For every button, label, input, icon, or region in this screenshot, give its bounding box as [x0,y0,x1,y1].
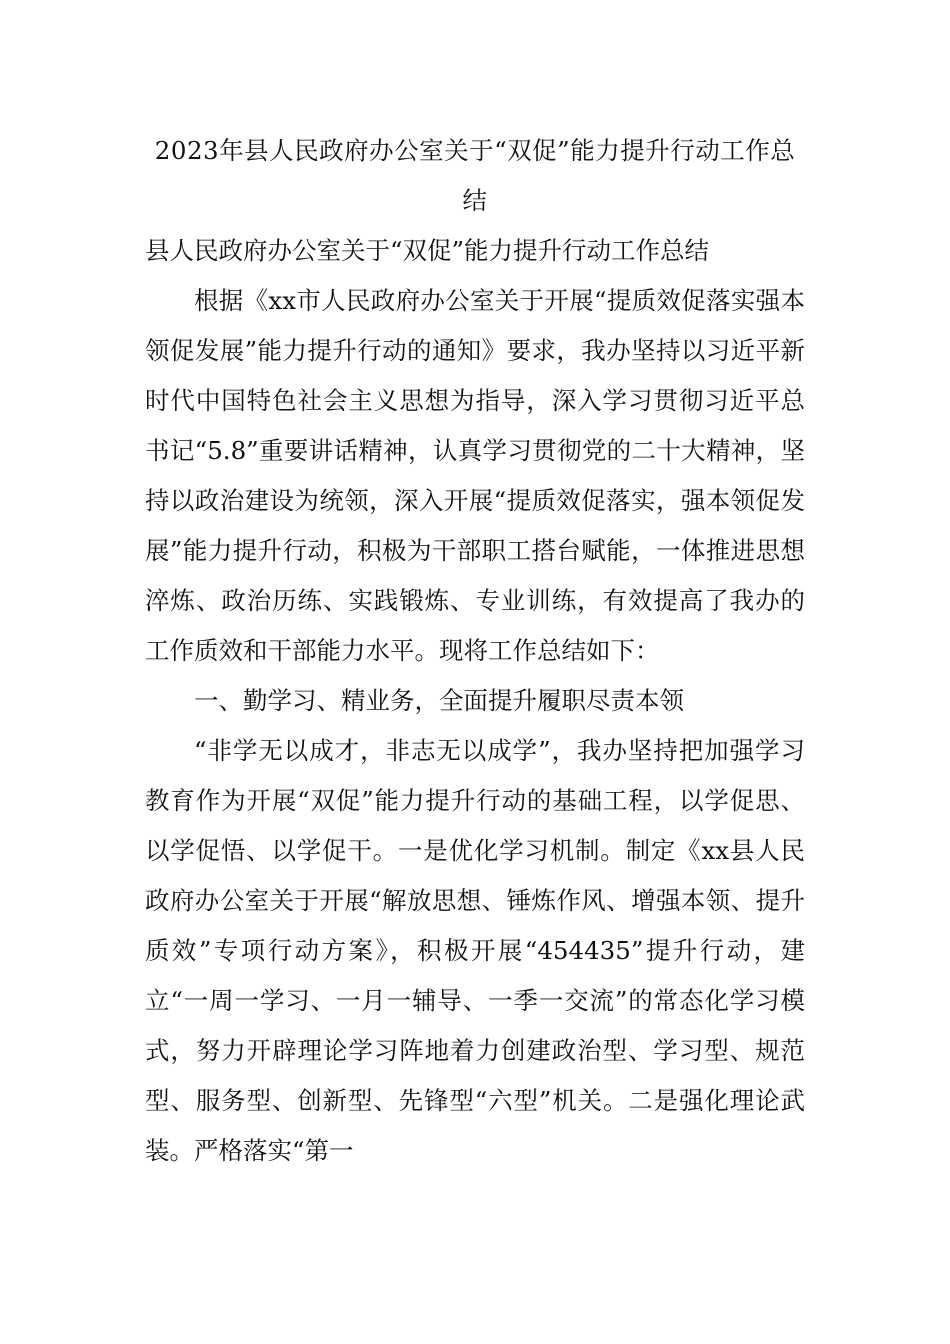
section-paragraph: “非学无以成才，非志无以成学”，我办坚持把加强学习教育作为开展“双促”能力提升行动的基础工程，以学促思、以学促悟、以学促干。一是优化学习机制。制定《xx县人民政府办公室关于开展“解放思想、锤炼作风、增强本领、提升质效”专项行动方案》，积极开展“454435”提升行动，建立“一周一学习、一月一辅导、一季一交流”的常态化学习模式，努力开辟理论学习阵地着力创建政治型、学习型、规范型、服务型、创新型、先锋型“六型”机关。二是强化理论武装。严格落实“第一 [145,736,805,1165]
section-heading: 一、勤学习、精业务，全面提升履职尽责本领 [194,686,684,715]
document-subtitle: 县人民政府办公室关于“双促”能力提升行动工作总结 [145,236,710,265]
document-body [145,126,805,1176]
document-title: 2023年县人民政府办公室关于“双促”能力提升行动工作总结 [154,136,796,215]
intro-paragraph: 根据《xx市人民政府办公室关于开展“提质效促落实强本领促发展”能力提升行动的通知》要求，我办坚持以习近平新时代中国特色社会主义思想为指导，深入学习贯彻习近平总书记“5.8”重要讲话精神，认真学习贯彻党的二十大精神，坚持以政治建设为统领，深入开展“提质效促落实，强本领促发展”能力提升行动，积极为干部职工搭台赋能，一体推进思想淬炼、政治历练、实践锻炼、专业训练，有效提高了我办的工作质效和干部能力水平。现将工作总结如下： [145,286,805,665]
